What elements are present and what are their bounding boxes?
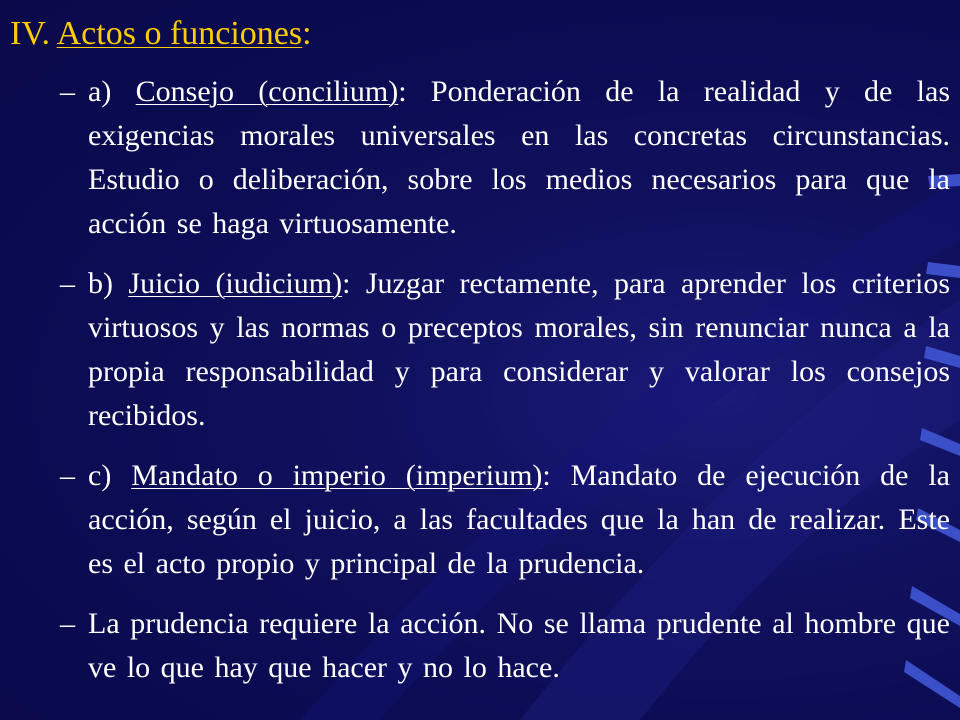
bullet-list <box>60 70 950 690</box>
bullet-dash: – <box>60 75 75 108</box>
bullet-item-juicio <box>60 262 950 438</box>
bullet-item-mandato <box>60 454 950 586</box>
item-colon: : <box>342 267 351 300</box>
item-prefix: c) <box>88 459 132 492</box>
item-colon: : <box>542 459 551 492</box>
item-term: Mandato o imperio (imperium) <box>131 459 543 492</box>
item-term: Juicio (iudicium) <box>128 267 343 300</box>
item-body: Ponderación de la realidad y de las exigencias morales universales en las concretas circunstancias. Estudio o deliberación, sobre los medios necesarios para que la acción se haga virtuosamente. <box>88 75 950 240</box>
bullet-dash: – <box>60 459 75 492</box>
bullet-item-conclusion <box>60 602 950 690</box>
title-text: Actos o funciones <box>56 15 303 52</box>
title-colon: : <box>302 15 312 52</box>
item-term: Consejo (concilium) <box>135 75 399 108</box>
item-prefix: b) <box>88 267 129 300</box>
item-body: Juzgar rectamente, para aprender los criterios virtuosos y las normas o preceptos morales, sin renunciar nunca a la propia responsabilidad y para considerar y valorar los consejos recibidos. <box>88 267 951 432</box>
bullet-dash: – <box>60 607 75 640</box>
slide-title <box>10 12 312 56</box>
bullet-item-consejo <box>60 70 950 246</box>
title-number: IV. <box>10 15 50 52</box>
item-prefix: a) <box>88 75 136 108</box>
item-colon: : <box>398 75 407 108</box>
item-body: Mandato de ejecución de la acción, según el juicio, a las facultades que la han de realizar. Este es el acto propio y principal de la prudencia. <box>88 459 950 580</box>
item-text: La prudencia requiere la acción. No se llama prudente al hombre que ve lo que hay que hacer y no lo hace. <box>88 607 950 684</box>
bullet-dash: – <box>60 267 75 300</box>
